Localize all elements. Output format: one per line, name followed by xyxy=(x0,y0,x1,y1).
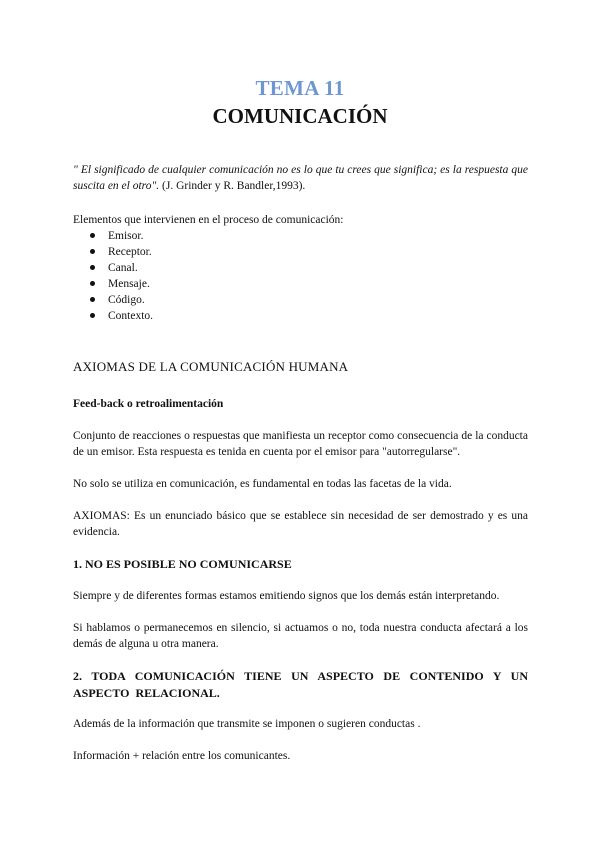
opening-quote xyxy=(73,162,528,194)
tema-number: TEMA 11 xyxy=(255,76,345,100)
list-item: Receptor. xyxy=(73,244,528,260)
bullet-icon xyxy=(90,297,95,302)
elements-list-wrapper xyxy=(73,228,528,324)
quote-text: " El significado de cualquier comunicación no es lo que tu crees que significa; es la respuesta que suscita en el otro". xyxy=(73,164,528,192)
list-item: Emisor. xyxy=(73,228,528,244)
axiom-2-paragraph: Además de la información que transmite se imponen o sugieren conductas . xyxy=(73,718,421,730)
bullet-icon xyxy=(90,249,95,254)
elements-list xyxy=(73,228,528,324)
list-item: Contexto. xyxy=(73,308,528,324)
bullet-icon xyxy=(90,281,95,286)
axiom-definition: AXIOMAS: Es un enunciado básico que se establece sin necesidad de ser demostrado y es una evidencia. xyxy=(73,510,528,538)
list-item: Mensaje. xyxy=(73,276,528,292)
bullet-icon xyxy=(90,313,95,318)
subheading-feedback: Feed-back o retroalimentación xyxy=(73,398,224,410)
bullet-icon xyxy=(90,233,95,238)
axiom-1-paragraph: Siempre y de diferentes formas estamos emitiendo signos que los demás están interpretando. xyxy=(73,590,500,602)
quote-source: (J. Grinder y R. Bandler,1993). xyxy=(159,180,306,192)
list-item: Código. xyxy=(73,292,528,308)
axiom-2-paragraph-2: Información + relación entre los comunicantes. xyxy=(73,750,291,762)
axiom-2-heading: 2. TODA COMUNICACIÓN TIENE UN ASPECTO DE CONTENIDO Y UN ASPECTO RELACIONAL. xyxy=(73,669,528,700)
axiom-1-paragraph-2: Si hablamos o permanecemos en silencio, si actuamos o no, toda nuestra conducta afectará a los demás de alguna u otra manera. xyxy=(73,622,528,650)
elements-intro: Elementos que intervienen en el proceso de comunicación: xyxy=(73,214,344,226)
list-item: Canal. xyxy=(73,260,528,276)
feedback-paragraph: Conjunto de reacciones o respuestas que manifiesta un receptor como consecuencia de la conducta de un emisor. Esta respuesta es tenida en cuenta por el emisor para "autorregularse". xyxy=(73,430,528,458)
bullet-icon xyxy=(90,265,95,270)
page-title: COMUNICACIÓN xyxy=(212,104,388,128)
axiom-1-heading: 1. NO ES POSIBLE NO COMUNICARSE xyxy=(73,557,292,571)
feedback-paragraph-2: No solo se utiliza en comunicación, es fundamental en todas las facetas de la vida. xyxy=(73,478,452,490)
section-heading-axiomas: AXIOMAS DE LA COMUNICACIÓN HUMANA xyxy=(73,359,349,374)
